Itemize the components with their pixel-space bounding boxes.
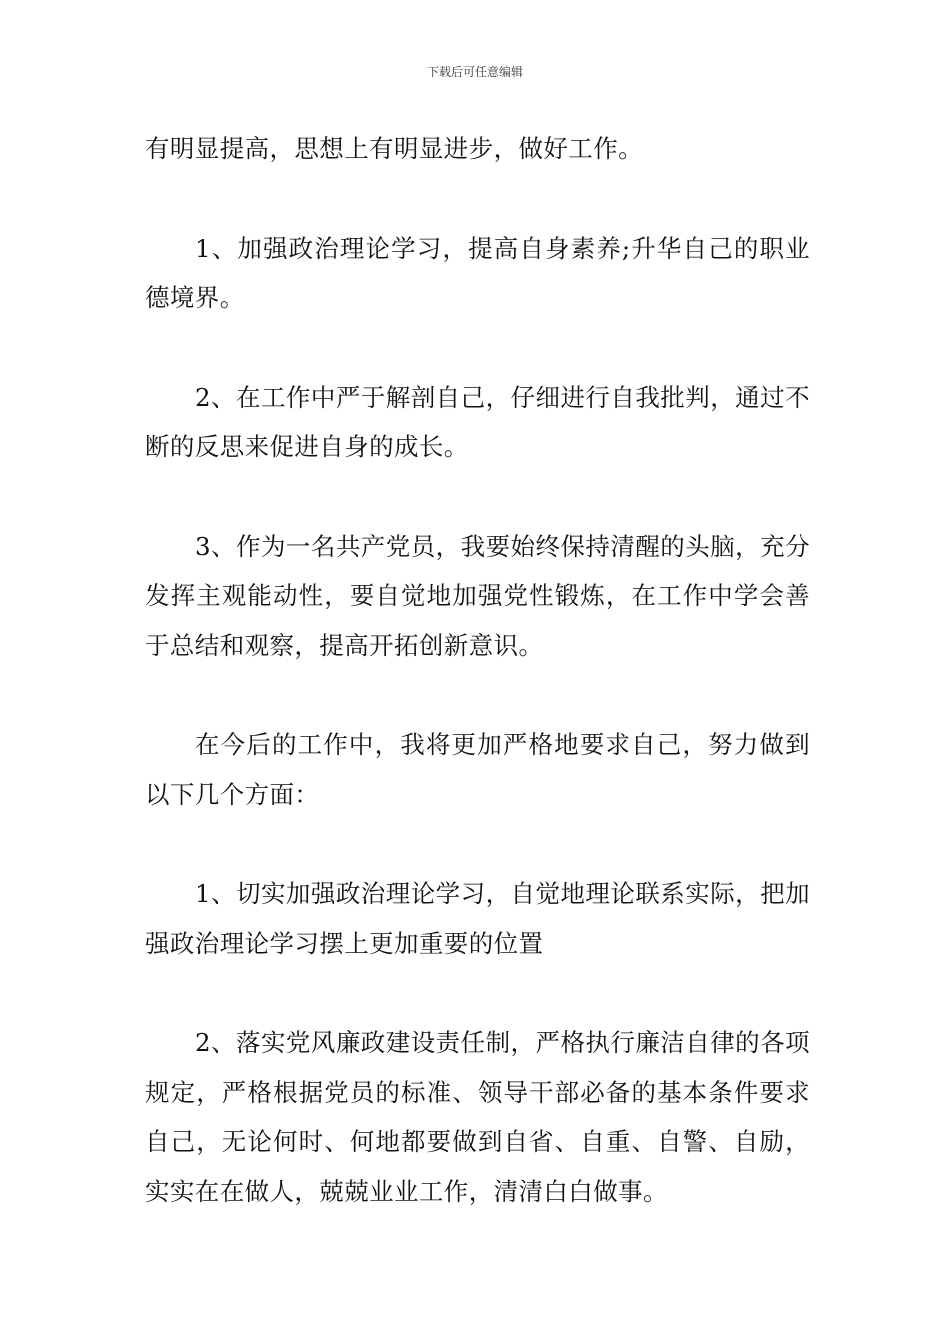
paragraph-future-item-1: 1、切实加强政治理论学习，自觉地理论联系实际，把加强政治理论学习摆上更加重要的位置 (145, 879, 810, 958)
paragraph-item-3: 3、作为一名共产党员，我要始终保持清醒的头脑，充分发挥主观能动性，要自觉地加强党性锻炼，在工作中学会善于总结和观察，提高开拓创新意识。 (145, 531, 810, 660)
paragraph-continuation: 有明显提高，思想上有明显进步，做好工作。 (145, 134, 643, 163)
paragraph-future-item-2: 2、落实党风廉政建设责任制，严格执行廉洁自律的各项规定，严格根据党员的标准、领导干部必备的基本条件要求自己，无论何时、何地都要做到自省、自重、自警、自励，实实在在做人，兢兢业业工作，清清白白做事。 (145, 1028, 810, 1206)
paragraph-intro-future: 在今后的工作中，我将更加严格地要求自己，努力做到以下几个方面： (145, 730, 810, 809)
page-header: 下载后可任意编辑 (426, 65, 523, 79)
paragraph-item-2: 2、在工作中严于解剖自己，仔细进行自我批判，通过不断的反思来促进自身的成长。 (145, 382, 810, 461)
paragraph-item-1: 1、加强政治理论学习，提高自身素养;升华自己的职业德境界。 (145, 233, 810, 312)
document-body (145, 124, 810, 1266)
